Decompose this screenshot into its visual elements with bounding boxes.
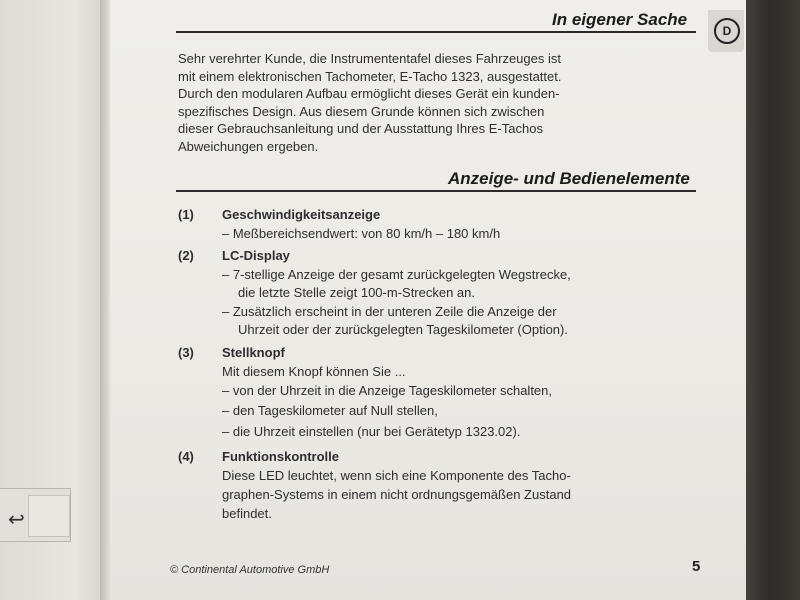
return-arrow-icon: ↩: [8, 509, 25, 531]
section-tab-label: D: [714, 18, 740, 44]
left-page: [0, 0, 108, 600]
heading-rule: [176, 190, 696, 192]
heading-rule: [176, 31, 696, 33]
intro-paragraph: Sehr verehrter Kunde, die Instrumententafel dieses Fahrzeuges ist mit einem elektronischen Tachometer, E-Tacho 1323, ausgestattet. Durch den modularen Aufbau ermöglicht dieses Gerät ein kunden- spezifisches Design. Aus diesem Grunde können sich zwischen dieser Gebrauchsanleitung und der Ausstattung Ihres E-Tachos Abweichungen ergeben.: [178, 51, 562, 154]
page-number: 5: [692, 558, 701, 575]
section-tab: [708, 10, 744, 52]
manual-page: D In eigener Sache Sehr verehrter Kunde, die Instrumententafel dieses Fahrzeuges ist mit einem elektronischen Tachometer, E-Tacho 1323, ausgestattet. Durch den modularen Aufbau ermöglicht dieses Gerät ein kunden- spezifisches Design. Aus diesem Grunde können sich zwischen dieser Gebrauchsanleitung und der Ausstattung Ihres E-Tachos Abweichungen ergeben. Anzeige- und Bedienelemente (1) Geschwindigkeitsanzeige – Meßbereichsendwert: von 80 km/h – 180 km/h (2) LC-Display – 7-stellige Anzeige der gesamt zurückgelegten Wegstrecke, die letzte Stelle zeigt 100-m-Strecken an. – Zusätzlich erscheint in der unteren Zeile die Anzeige der Uhrzeit oder der zurückgelegten Tageskilometer (Option). (3) Stellknopf Mit diesem Knopf können Sie ... – von der Uhrzeit in die Anzeige Tageskilometer schalten, – den Tageskilometer auf Null stellen, – die Uhrzeit einstellen (nur bei Gerätetyp 1323.02). (4) Funktionskontrolle Diese LED leuchtet, wenn sich eine Komponente des Tacho- graphen-Systems in einem nicht ordnungsgemäßen Zustand befindet. © Continental Automotive GmbH 5: [110, 0, 746, 600]
heading-anzeige-bedienelemente: Anzeige- und Bedienelemente: [448, 169, 690, 188]
heading-in-eigener-sache: In eigener Sache: [552, 10, 688, 29]
footer-copyright: © Continental Automotive GmbH: [170, 564, 330, 576]
background-surface: [740, 0, 800, 600]
